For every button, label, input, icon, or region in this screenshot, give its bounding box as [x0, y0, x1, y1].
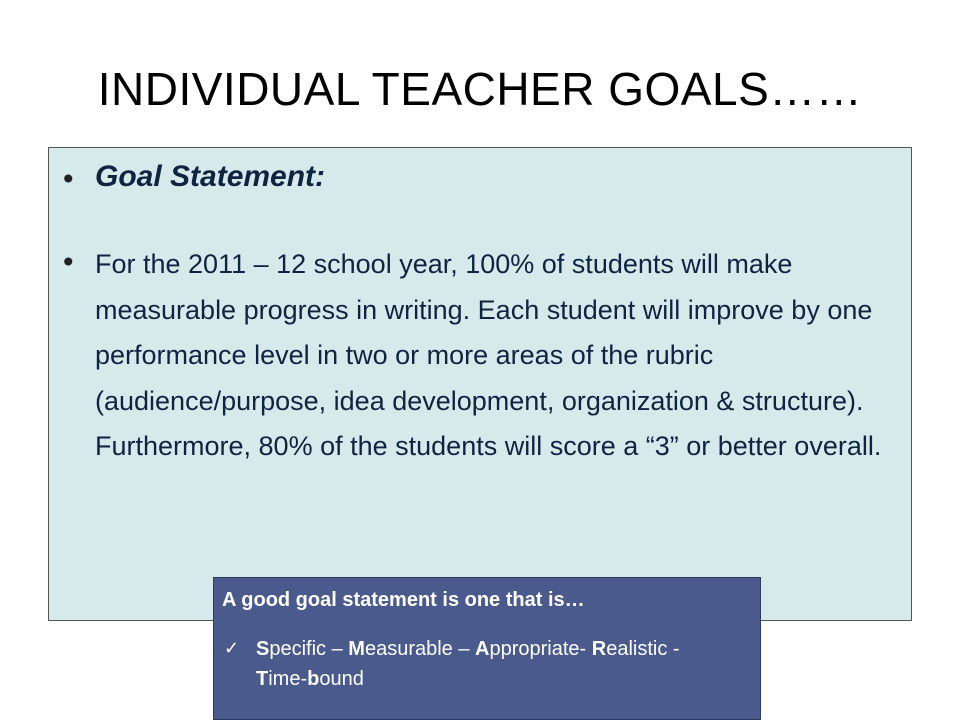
goal-heading: Goal Statement: — [95, 160, 326, 193]
smart-criteria-callout — [213, 577, 761, 720]
slide-title: INDIVIDUAL TEACHER GOALS…… — [97, 63, 863, 115]
bullet-icon: • — [60, 163, 77, 196]
checkmark-icon: ✓ — [224, 638, 240, 659]
smart-criteria-item — [256, 634, 736, 694]
callout-item-text: Specific – Measurable – Appropriate- Realistic - Time-bound — [256, 638, 680, 690]
goal-statement-text: For the 2011 – 12 school year, 100% of students will make measurable progress in writing. Each student will improve by one performance level in two or more areas of the rubric (audience/purpose, idea development, organization & structure). Furthermore, 80% of the students will score a “3” or better overall. — [95, 249, 882, 461]
bullet-icon: • — [60, 246, 77, 279]
callout-title: A good goal statement is one that is… — [222, 589, 585, 611]
